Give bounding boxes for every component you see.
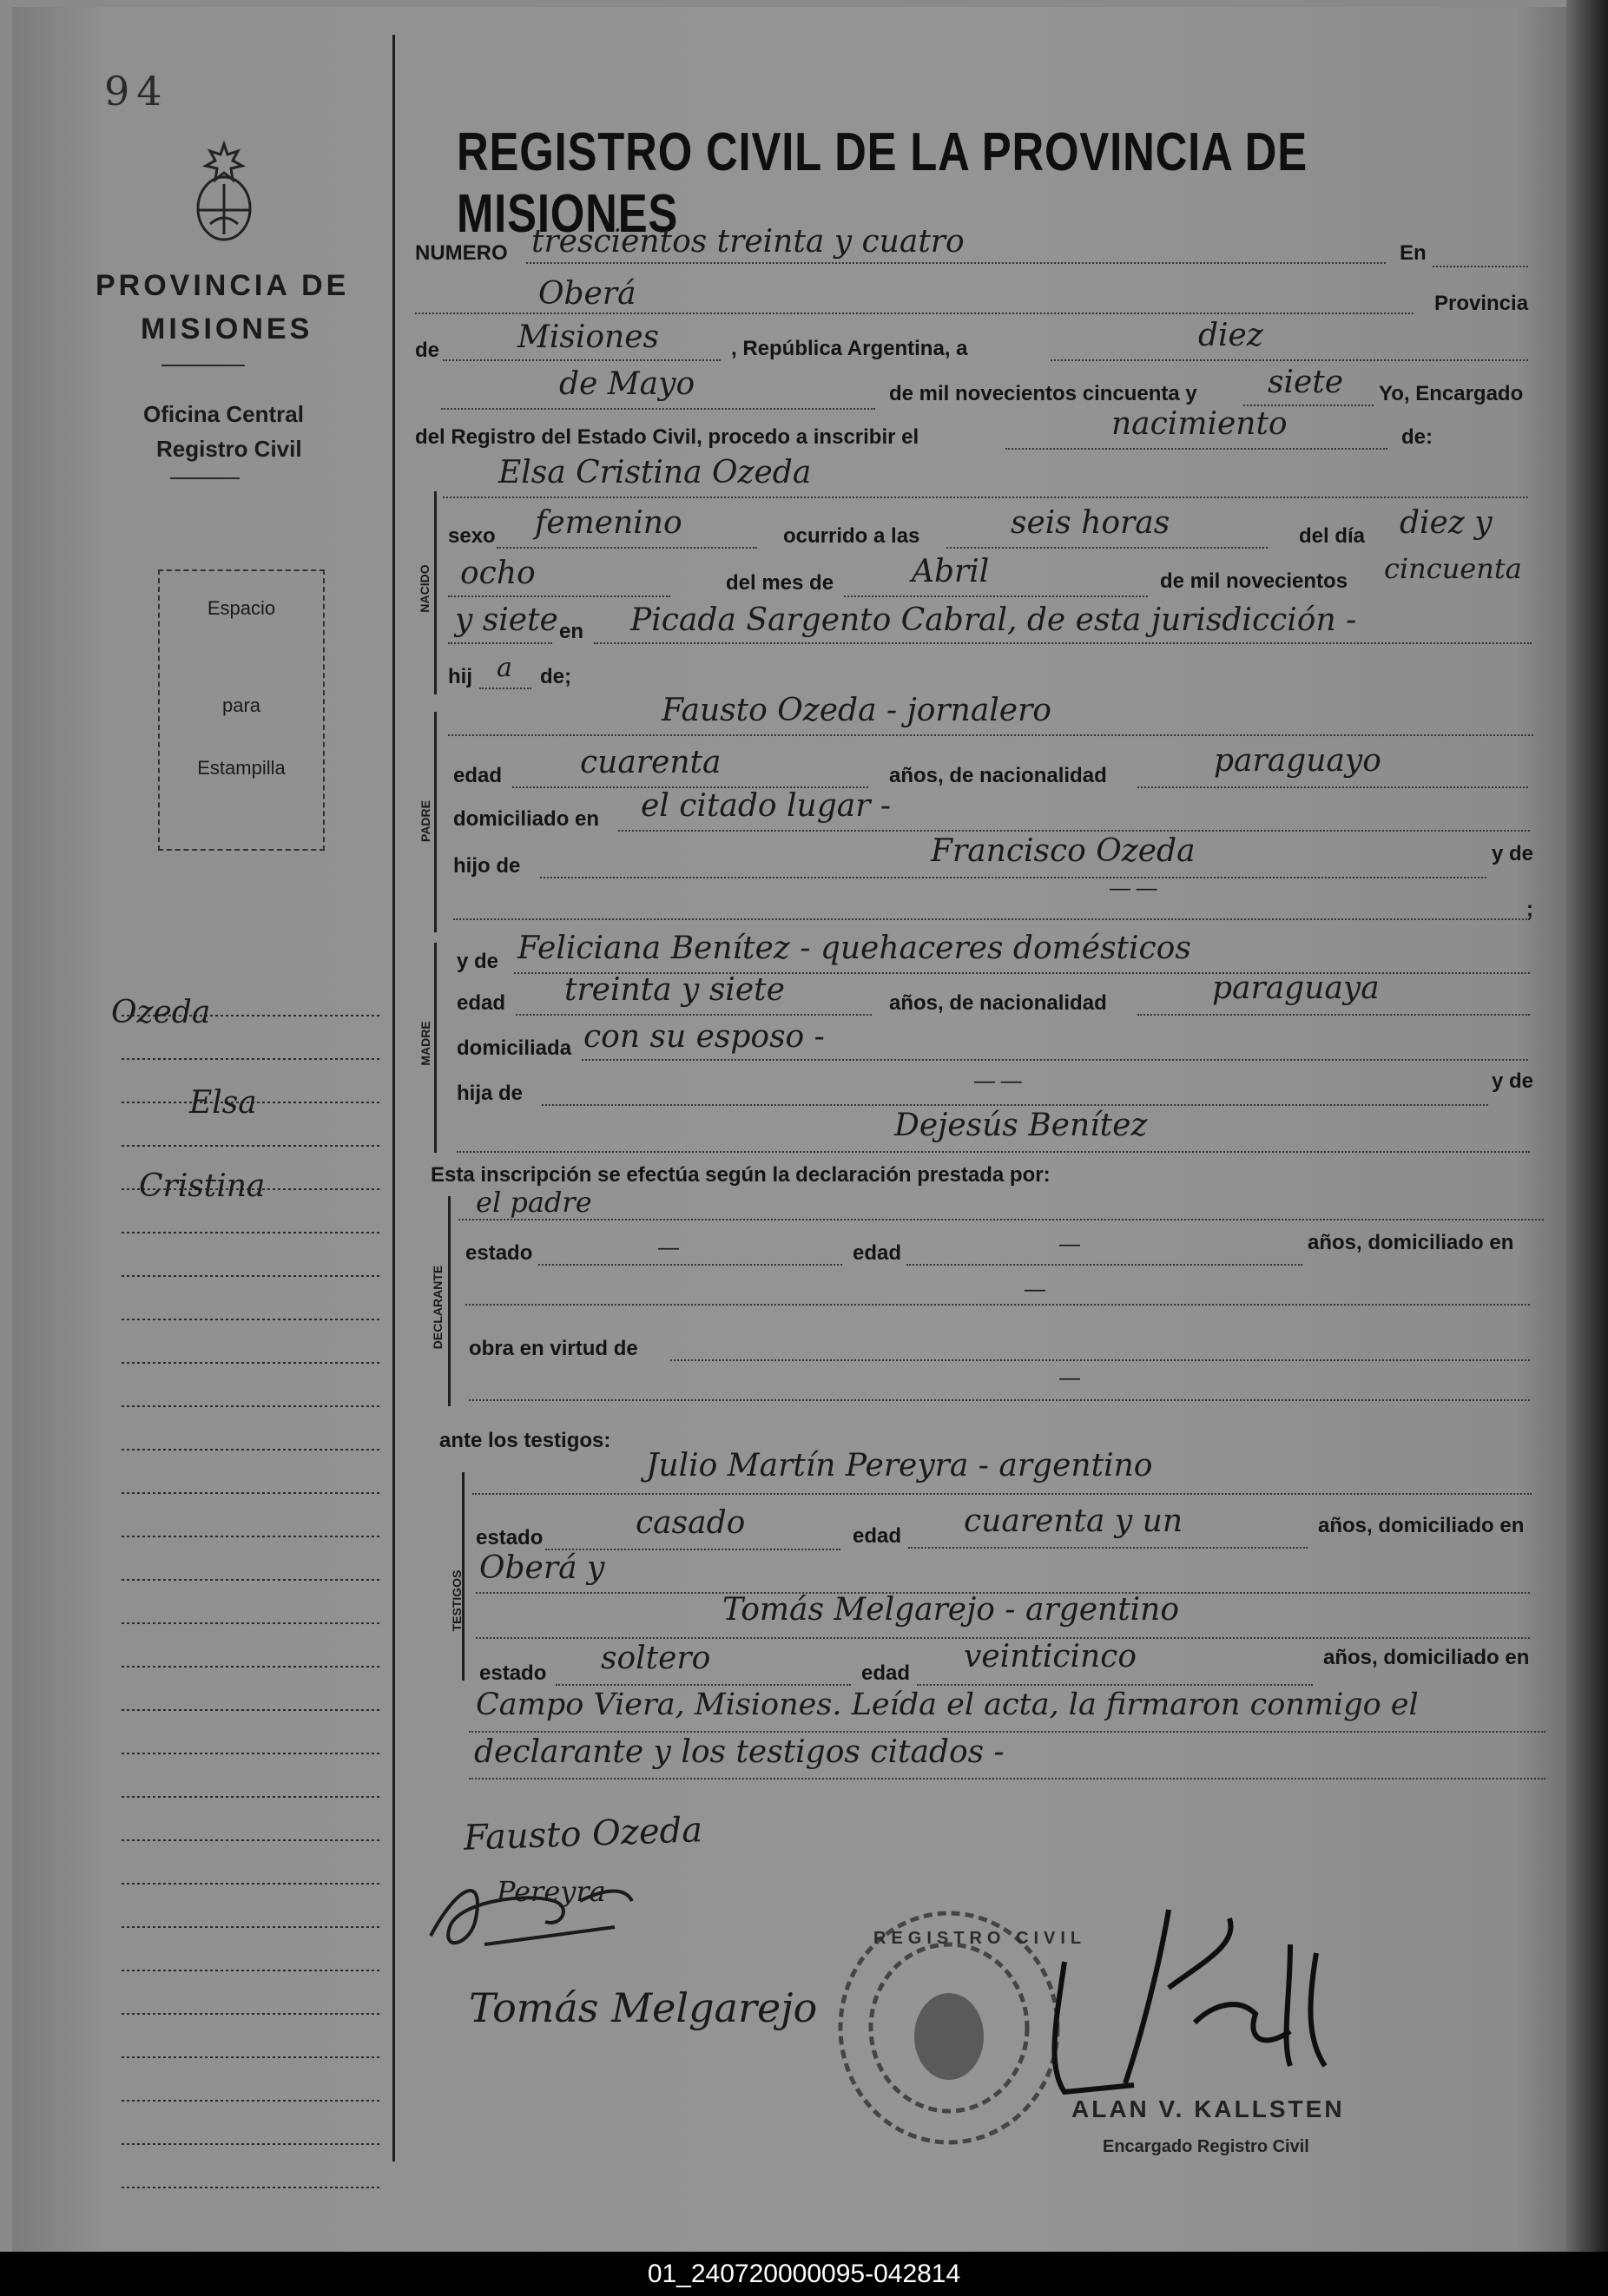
padre-hijo-line xyxy=(540,877,1486,878)
year-value: siete xyxy=(1268,365,1344,400)
declarante-edad-line xyxy=(906,1264,1302,1266)
padre-dom-value: el citado lugar - xyxy=(641,788,892,824)
padre-name-line xyxy=(448,734,1533,736)
t1-edad-value: cuarenta y un xyxy=(964,1503,1183,1539)
numero-line xyxy=(526,262,1386,264)
declarante-obra-line xyxy=(670,1359,1530,1361)
padre-dom-line xyxy=(618,830,1530,832)
declarante-dom-dash: — xyxy=(1025,1278,1045,1301)
numero-label: NUMERO xyxy=(415,241,508,265)
t2-name-value: Tomás Melgarejo - argentino xyxy=(722,1592,1180,1628)
declarante-estado-dash: — xyxy=(658,1236,679,1260)
document-id-bar xyxy=(0,2252,1608,2296)
madre-section-label: MADRE xyxy=(418,1021,432,1066)
t2-estado-line xyxy=(556,1684,851,1686)
t2-edad-value: veinticinco xyxy=(964,1639,1137,1674)
en-line xyxy=(1433,266,1528,267)
nacido-year-value: cincuenta xyxy=(1384,552,1522,585)
t2-edad-label: edad xyxy=(861,1661,911,1685)
madre-mother-value: Dejesús Benítez xyxy=(894,1108,1148,1143)
t1-name-line xyxy=(472,1493,1532,1495)
padre-nac-value: paraguayo xyxy=(1214,743,1381,779)
margin-name-surname: Ozeda xyxy=(111,995,211,1030)
t2-estado-value: soltero xyxy=(601,1641,711,1676)
mes-line xyxy=(844,595,1148,597)
nacido-section-label: NACIDO xyxy=(418,564,432,613)
hij-line xyxy=(479,687,531,689)
padre-nac-label: años, de nacionalidad xyxy=(889,764,1107,787)
province-title-line2: MISIONES xyxy=(141,312,313,345)
en-label: En xyxy=(1400,241,1427,265)
declarante-obra-dash: — xyxy=(1059,1366,1080,1390)
declarante-edad-label: edad xyxy=(853,1241,902,1265)
declarante-value: el padre xyxy=(476,1186,592,1219)
yo-label: Yo, Encargado xyxy=(1379,382,1524,405)
declarante-dom-line xyxy=(465,1304,1530,1306)
act-line xyxy=(1005,448,1387,450)
t2-dom-label: años, domiciliado en xyxy=(1323,1646,1530,1669)
madre-nac-value: paraguaya xyxy=(1212,970,1380,1006)
hij-de-label: de; xyxy=(540,665,571,688)
margin-name-first: Elsa xyxy=(189,1085,257,1121)
declarante-estado-line xyxy=(538,1264,842,1266)
madre-dom-label: domiciliada xyxy=(457,1036,572,1060)
nacido-en-label: en xyxy=(559,620,584,643)
seal-text: REGISTRO CIVIL xyxy=(873,1929,1087,1948)
signature-witness2: Tomás Melgarejo xyxy=(469,1984,818,2031)
hij-value: a xyxy=(497,653,512,683)
office-line2: Registro Civil xyxy=(156,436,302,462)
mes-value: Abril xyxy=(912,554,990,589)
t1-estado-label: estado xyxy=(476,1526,544,1549)
nacido-year-value-cont: y siete xyxy=(455,602,558,638)
province-title-line1: PROVINCIA DE xyxy=(96,269,350,302)
sexo-value: femenino xyxy=(535,505,682,541)
t1-dom-label: años, domiciliado en xyxy=(1318,1514,1525,1537)
place-value: Oberá xyxy=(538,276,636,312)
province-line xyxy=(443,359,721,361)
stamp-box-label: para xyxy=(221,694,261,716)
padre-bracket xyxy=(434,712,437,932)
divider xyxy=(161,365,245,366)
padre-section-label: PADRE xyxy=(418,800,432,842)
official-name: ALAN V. KALLSTEN xyxy=(1071,2095,1345,2122)
madre-dom-value: con su esposo - xyxy=(583,1019,825,1055)
hora-value: seis horas xyxy=(1011,505,1170,541)
madre-edad-line xyxy=(516,1014,872,1016)
declarante-section-label: DECLARANTE xyxy=(431,1265,445,1350)
signature-father: Fausto Ozeda xyxy=(463,1810,703,1859)
de-label2: de: xyxy=(1401,425,1433,449)
padre-dom-label: domiciliado en xyxy=(453,807,600,831)
padre-edad-label: edad xyxy=(453,764,503,787)
testigos-intro: ante los testigos: xyxy=(439,1429,611,1452)
margin-name-second: Cristina xyxy=(139,1168,266,1204)
lugar-value: Picada Sargento Cabral, de esta jurisdicción - xyxy=(630,602,1357,638)
ocurrido-label: ocurrido a las xyxy=(783,524,920,548)
coat-of-arms-icon xyxy=(181,137,267,248)
declarante-obra-line2 xyxy=(469,1399,1530,1401)
sexo-label: sexo xyxy=(448,524,496,548)
day-line xyxy=(1051,359,1528,361)
madre-edad-label: edad xyxy=(457,991,506,1015)
madre-yde-label2: y de xyxy=(1492,1069,1534,1093)
madre-hija-label: hija de xyxy=(457,1082,524,1105)
madre-name-value: Feliciana Benítez - quehaceres domésticos xyxy=(517,931,1191,966)
padre-nac-line xyxy=(1137,786,1528,788)
madre-yde-label: y de xyxy=(457,950,499,973)
year-cont-line xyxy=(448,642,552,644)
month-value: de Mayo xyxy=(559,366,695,402)
padre-hijo-value: Francisco Ozeda xyxy=(931,833,1196,869)
declarante-bracket xyxy=(448,1196,451,1406)
year-label: de mil novecientos cincuenta y xyxy=(889,382,1197,405)
de-label: de xyxy=(415,339,440,362)
closing-value: declarante y los testigos citados - xyxy=(474,1734,1005,1770)
page-title: REGISTRO CIVIL DE LA PROVINCIA DE MISIONES xyxy=(457,122,1308,244)
name-line xyxy=(443,497,1528,498)
declarante-obra-label: obra en virtud de xyxy=(469,1337,638,1360)
declarante-intro: Esta inscripción se efectúa según la declaración prestada por: xyxy=(431,1163,1051,1187)
declarante-edad-dash: — xyxy=(1059,1233,1080,1256)
declarante-estado-label: estado xyxy=(465,1241,533,1265)
madre-dom-line xyxy=(582,1059,1528,1061)
t2-dom-line xyxy=(469,1731,1545,1733)
t1-edad-line xyxy=(908,1547,1308,1549)
dia-line2 xyxy=(448,595,670,597)
nacido-year-label: de mil novecientos xyxy=(1160,569,1348,593)
numero-value: trescientos treinta y cuatro xyxy=(531,224,965,260)
padre-yde-label: y de xyxy=(1492,842,1534,865)
nacido-bracket xyxy=(434,491,437,694)
madre-edad-value: treinta y siete xyxy=(564,972,785,1008)
signature-witness1: Pereyra xyxy=(497,1875,606,1908)
month-line xyxy=(441,408,875,410)
t1-estado-value: casado xyxy=(636,1505,746,1541)
dia-value: diez y xyxy=(1400,505,1493,541)
sexo-line xyxy=(497,547,757,549)
t2-edad-line xyxy=(917,1684,1313,1686)
testigos-section-label: TESTIGOS xyxy=(450,1569,464,1632)
registro-label: del Registro del Estado Civil, procedo a inscribir el xyxy=(415,425,919,449)
madre-dash: — — xyxy=(974,1069,1022,1093)
closing-line xyxy=(469,1778,1545,1780)
dia-label: del día xyxy=(1299,524,1366,548)
place-line xyxy=(415,312,1414,314)
dia-value-cont: ocho xyxy=(460,556,536,591)
declarante-dom-label: años, domiciliado en xyxy=(1308,1231,1514,1254)
name-value: Elsa Cristina Ozeda xyxy=(498,455,812,490)
stamp-box-label: Estampilla xyxy=(197,757,286,779)
madre-bracket xyxy=(434,943,437,1153)
padre-hijo-label: hijo de xyxy=(453,854,521,878)
divider xyxy=(170,477,240,479)
madre-hija-line xyxy=(542,1104,1488,1106)
padre-edad-value: cuarenta xyxy=(580,745,722,780)
t2-estado-label: estado xyxy=(479,1661,547,1685)
t1-dom-value: Oberá y xyxy=(479,1550,605,1586)
hora-line xyxy=(946,547,1268,549)
stamp-box-label: Espacio xyxy=(207,597,276,619)
province-value: Misiones xyxy=(517,319,660,355)
official-title: Encargado Registro Civil xyxy=(1103,2137,1309,2156)
madre-nac-label: años, de nacionalidad xyxy=(889,991,1107,1015)
column-divider xyxy=(392,35,395,2161)
page-number: 94 xyxy=(104,68,169,115)
mes-label: del mes de xyxy=(726,571,834,595)
declarante-value-line xyxy=(458,1219,1544,1220)
day-value: diez xyxy=(1198,318,1263,353)
madre-mother-line xyxy=(457,1151,1530,1153)
t2-dom-value: Campo Viera, Misiones. Leída el acta, la firmaron conmigo el xyxy=(476,1687,1419,1722)
t1-name-value: Julio Martín Pereyra - argentino xyxy=(646,1448,1153,1484)
book-binding xyxy=(1566,0,1608,2252)
provincia-label: Provincia xyxy=(1434,292,1529,315)
t1-edad-label: edad xyxy=(853,1524,902,1548)
act-value: nacimiento xyxy=(1111,406,1288,442)
stamp-box xyxy=(158,569,325,851)
padre-dash: — — xyxy=(1110,877,1157,900)
padre-semicolon: ; xyxy=(1526,898,1533,921)
padre-hijo-line2 xyxy=(453,918,1530,920)
padre-name-value: Fausto Ozeda - jornalero xyxy=(662,693,1051,728)
hij-label: hij xyxy=(448,665,472,688)
madre-nac-line xyxy=(1137,1014,1530,1016)
document-id: 01_240720000095-042814 xyxy=(647,2260,961,2288)
republica-label: , República Argentina, a xyxy=(731,337,968,360)
office-line1: Oficina Central xyxy=(143,401,304,427)
lugar-line xyxy=(594,642,1532,644)
